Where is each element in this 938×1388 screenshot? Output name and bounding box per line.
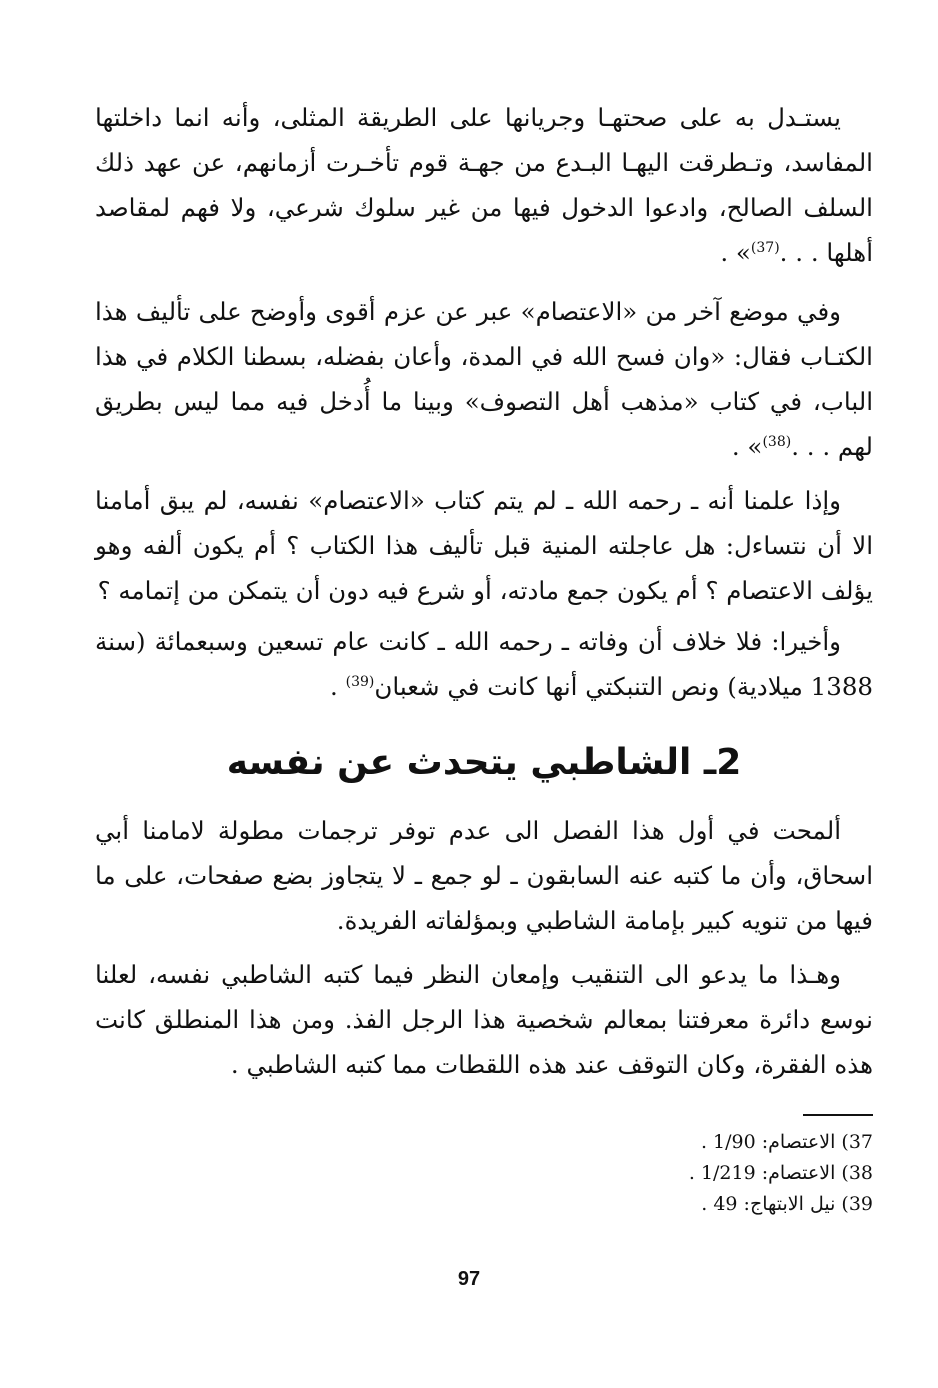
section-heading: 2ـ الشاطبي يتحدث عن نفسه <box>226 742 742 783</box>
paragraph-text: وأخيرا: فلا خلاف أن وفاته ـ رحمه الله ـ كانت عام تسعين وسبعمائة (سنة 1388 ميلادية) ونص التنبكتي أنها كانت في شعبان <box>95 627 873 701</box>
paragraph-text: وإذا علمنا أنه ـ رحمه الله ـ لم يتم كتاب «الاعتصام» نفسه، لم يبق أمامنا الا أن نتساءل: هل عاجلته المنية قبل تأليف هذا الكتاب ؟ أم يكون ألفه وهو يؤلف الاعتصام ؟ أم يكون جمع مادته، أو شرع فيه دون أن يتمكن من إتمامه ؟ <box>95 486 873 605</box>
page-number: 97 <box>457 1268 481 1290</box>
footnote-39: 39) نيل الابتهاج: 49 . <box>701 1193 873 1215</box>
paragraph-text: وهـذا ما يدعو الى التنقيب وإمعان النظر فيما كتبه الشاطبي نفسه، لعلنا نوسع دائرة معرفتنا بمعالم شخصية هذا الرجل الفذ. ومن هذا المنطلق كانت هذه الفقرة، وكان التوقف عند هذه اللقطات مما كتبه الشاطبي . <box>95 960 873 1079</box>
paragraph-text: ألمحت في أول هذا الفصل الى عدم توفر ترجمات مطولة لامامنا أبي اسحاق، وأن ما كتبه عنه السابقون ـ لو جمع ـ لا يتجاوز بضع صفحات، على ما فيها من تنويه كبير بإمامة الشاطبي وبمؤلفاته الفريدة. <box>95 816 873 935</box>
paragraph-end: » . <box>720 238 751 267</box>
paragraph-2 <box>95 289 873 469</box>
paragraph-6 <box>95 952 873 1087</box>
paragraph-end: . <box>330 672 346 701</box>
footnote-divider <box>803 1114 873 1116</box>
footnote-marker-39: (39) <box>345 673 375 690</box>
paragraph-3 <box>95 478 873 613</box>
paragraph-1 <box>95 95 873 275</box>
paragraph-4 <box>95 619 873 709</box>
paragraph-text: وفي موضع آخر من «الاعتصام» عبر عن عزم أقوى وأوضح على تأليف هذا الكتـاب فقال: «وان فسح الله في المدة، وأعان بفضله، بسطنا الكلام في هذا الباب، في كتاب «مذهب أهل التصوف» وبينا ما أُدخل فيه مما ليس بطريق لهم . . . <box>95 297 873 461</box>
footnotes <box>95 1127 873 1220</box>
footnote-marker-38: (38) <box>762 433 792 450</box>
footnote-38: 38) الاعتصام: 1/219 . <box>688 1162 873 1184</box>
paragraph-end: » . <box>731 432 763 461</box>
paragraph-text: يستـدل به على صحتهـا وجريانها على الطريقة المثلى، وأنه انما داخلتها المفاسد، وتـطرقت اليهـا البـدع من جهـة قوم تأخـرت أزمانهم، عن عهد ذلك السلف الصالح، وادعوا الدخول فيها من غير سلوك شرعي، ولا فهم لمقاصد أهلها . . . <box>95 103 873 267</box>
paragraph-5 <box>95 808 873 943</box>
footnote-37: 37) الاعتصام: 1/90 . <box>700 1131 873 1153</box>
footnote-marker-37: (37) <box>750 239 780 256</box>
